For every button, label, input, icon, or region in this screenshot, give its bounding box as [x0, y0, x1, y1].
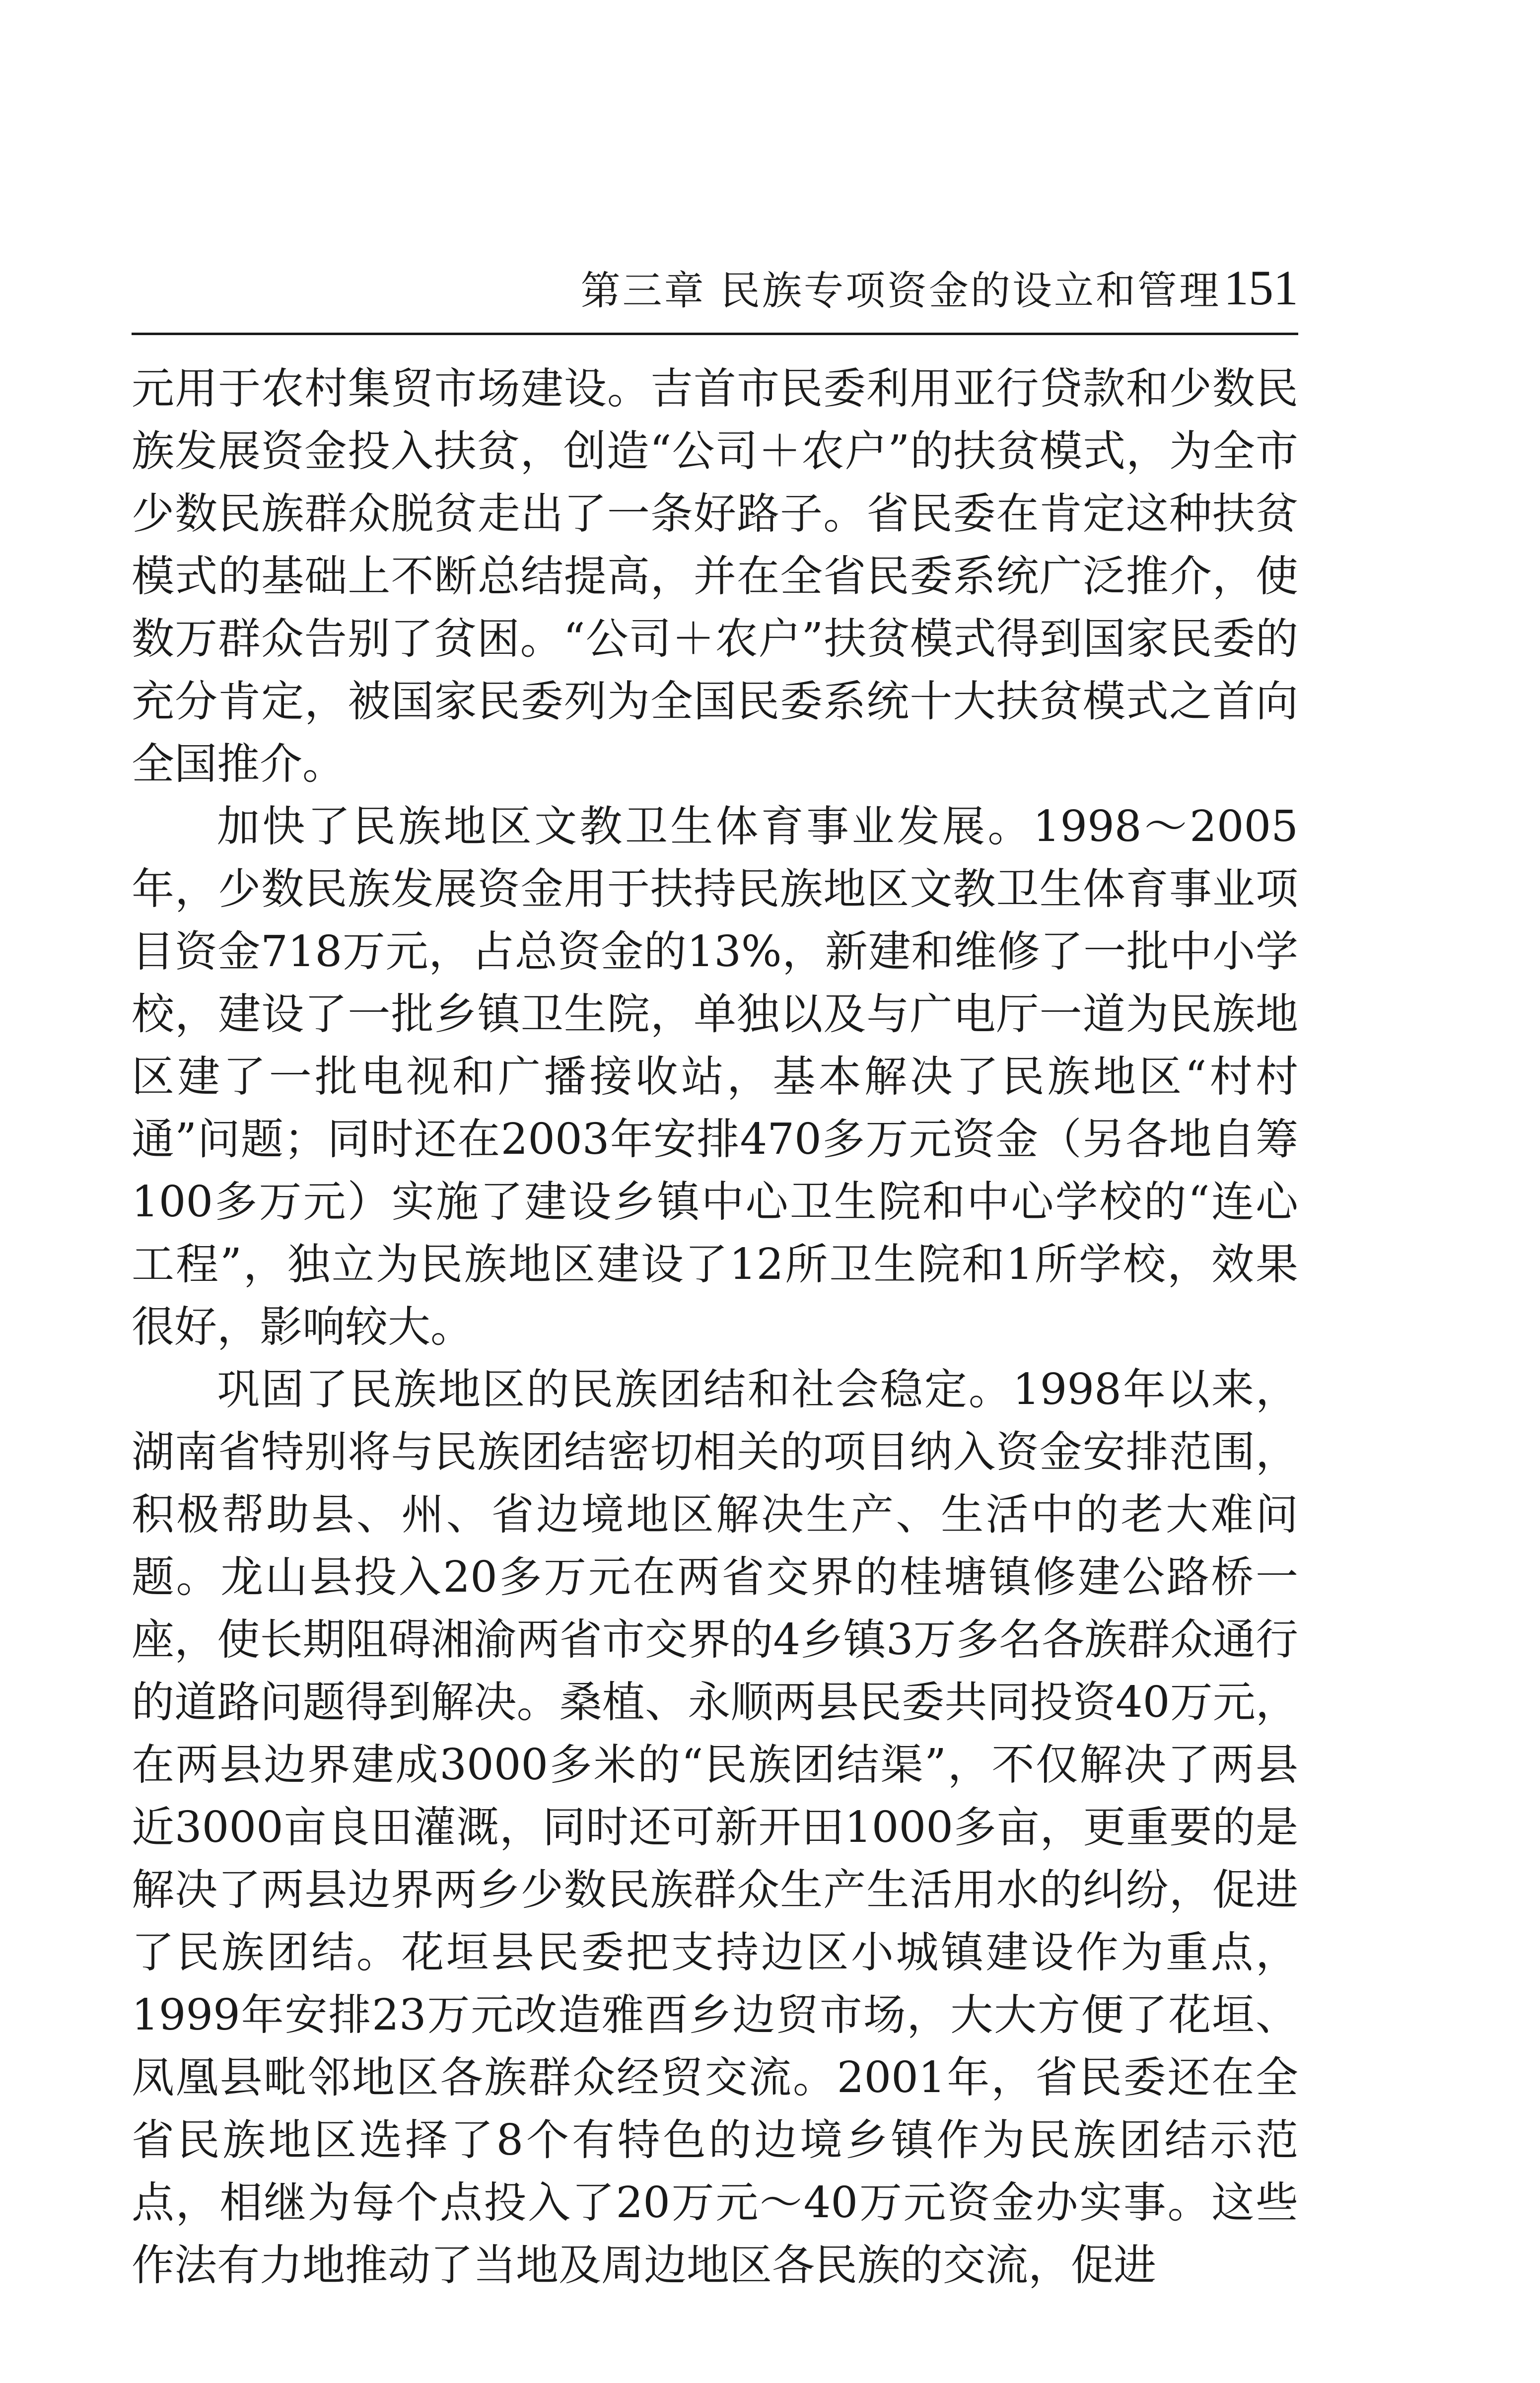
running-header — [132, 258, 1298, 335]
chapter-title: 第三章 民族专项资金的设立和管理 — [580, 268, 1221, 314]
body-text — [132, 357, 1298, 2297]
page-number: 151 — [1224, 260, 1298, 315]
paragraph-ethnic-unity: 巩固了民族地区的民族团结和社会稳定。1998年以来，湖南省特别将与民族团结密切相关的项目纳入资金安排范围，积极帮助县、州、省边境地区解决生产、生活中的老大难问题。龙山县投入20多万元在两省交界的桂塘镇修建公路桥一座，使长期阻碍湘渝两省市交界的4乡镇3万多名各族群众通行的道路问题得到解决。桑植、永顺两县民委共同投资40万元，在两县边界建成3000多米的“民族团结渠”，不仅解决了两县近3000亩良田灌溉，同时还可新开田1000多亩，更重要的是解决了两县边界两乡少数民族群众生产生活用水的纠纷，促进了民族团结。花垣县民委把支持边区小城镇建设作为重点，1999年安排23万元改造雅酉乡边贸市场，大大方便了花垣、凤凰县毗邻地区各族群众经贸交流。2001年，省民委还在全省民族地区选择了8个有特色的边境乡镇作为民族团结示范点，相继为每个点投入了20万元～40万元资金办实事。这些作法有力地推动了当地及周边地区各民族的交流，促进 — [132, 1365, 1298, 2290]
paragraph-continued: 元用于农村集贸市场建设。吉首市民委利用亚行贷款和少数民族发展资金投入扶贫，创造“公司＋农户”的扶贫模式，为全市少数民族群众脱贫走出了一条好路子。省民委在肯定这种扶贫模式的基础上不断总结提高，并在全省民委系统广泛推介，使数万群众告别了贫困。“公司＋农户”扶贫模式得到国家民委的充分肯定，被国家民委列为全国民委系统十大扶贫模式之首向全国推介。 — [132, 364, 1298, 789]
paragraph-education-health: 加快了民族地区文教卫生体育事业发展。1998～2005年，少数民族发展资金用于扶持民族地区文教卫生体育事业项目资金718万元，占总资金的13%，新建和维修了一批中小学校，建设了一批乡镇卫生院，单独以及与广电厅一道为民族地区建了一批电视和广播接收站，基本解决了民族地区“村村通”问题；同时还在2003年安排470多万元资金（另各地自筹100多万元）实施了建设乡镇中心卫生院和中心学校的“连心工程”，独立为民族地区建设了12所卫生院和1所学校，效果很好，影响较大。 — [132, 802, 1298, 1352]
